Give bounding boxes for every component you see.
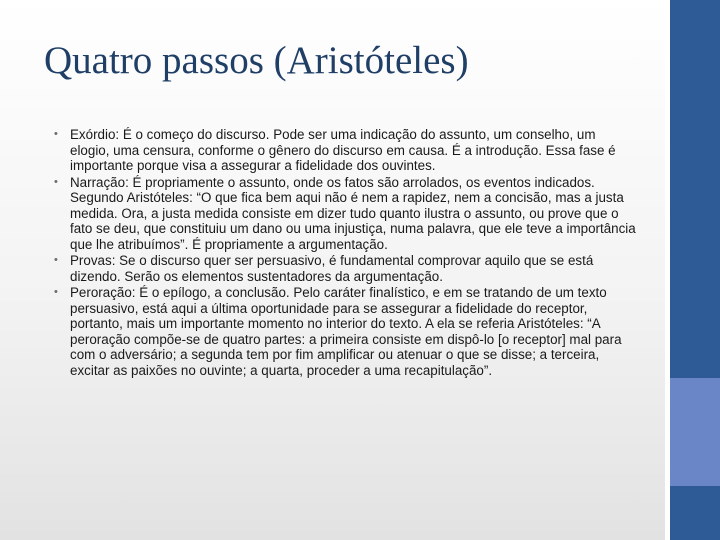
bullet-icon: • [54,254,58,266]
bullet-icon: • [54,128,58,140]
bullet-term: Narração: [70,174,129,190]
bullet-term: Peroração: [70,285,136,300]
bullet-text: É o epílogo, a conclusão. Pelo caráter finalístico, e em se tratando de um texto persuasivo, está aqui a última oportunidade para se assegurar a fidelidade do receptor, portanto, mais um importante momento no interior do texto. A ela se referia Aristóteles: “A peroração compõe-se de quatro partes: a primeira consiste em dispô-lo [o receptor] mal para com o adversário; a segunda tem por fim amplificar ou atenuar o que se disse; a terceira, excitar as paixões no ouvinte; a quarta, proceder a uma recapitulação”. [70,285,622,378]
bullet-item-exordio [52,127,638,174]
decorative-sidebar-accent [670,378,720,486]
bullet-item-provas [52,253,638,284]
bullet-icon: • [54,286,58,298]
slide-title: Quatro passos (Aristóteles) [44,39,469,82]
bullet-item-narracao [52,175,638,253]
bullet-text: É propriamente o assunto, onde os fatos são arrolados, os eventos indicados. Segundo Aristóteles: “O que fica bem aqui não é nem a rapidez, nem a concisão, mas a justa medida. Ora, a justa medida consiste em dizer tudo quanto ilustra o assunto, ou prove que o fato se deu, que constituiu um dano ou uma injustiça, numa palavra, que ele teve a importância que lhe atribuímos”. É propriamente a argumentação. [70,174,636,252]
bullet-term: Provas [70,253,112,268]
bullet-icon: • [54,175,58,188]
bullet-term: Exórdio: [70,127,120,142]
bullet-list [52,127,638,379]
bullet-item-peroracao [52,285,638,378]
bullet-text: : Se o discurso quer ser persuasivo, é fundamental comprovar aquilo que se está dizendo. Serão os elementos sustentadores da argumentação. [70,253,594,284]
bullet-text: É o começo do discurso. Pode ser uma indicação do assunto, um conselho, um elogio, uma censura, conforme o gênero do discurso em causa. É a introdução. Essa fase é importante porque visa a assegurar a fidelidade dos ouvintes. [70,127,616,173]
